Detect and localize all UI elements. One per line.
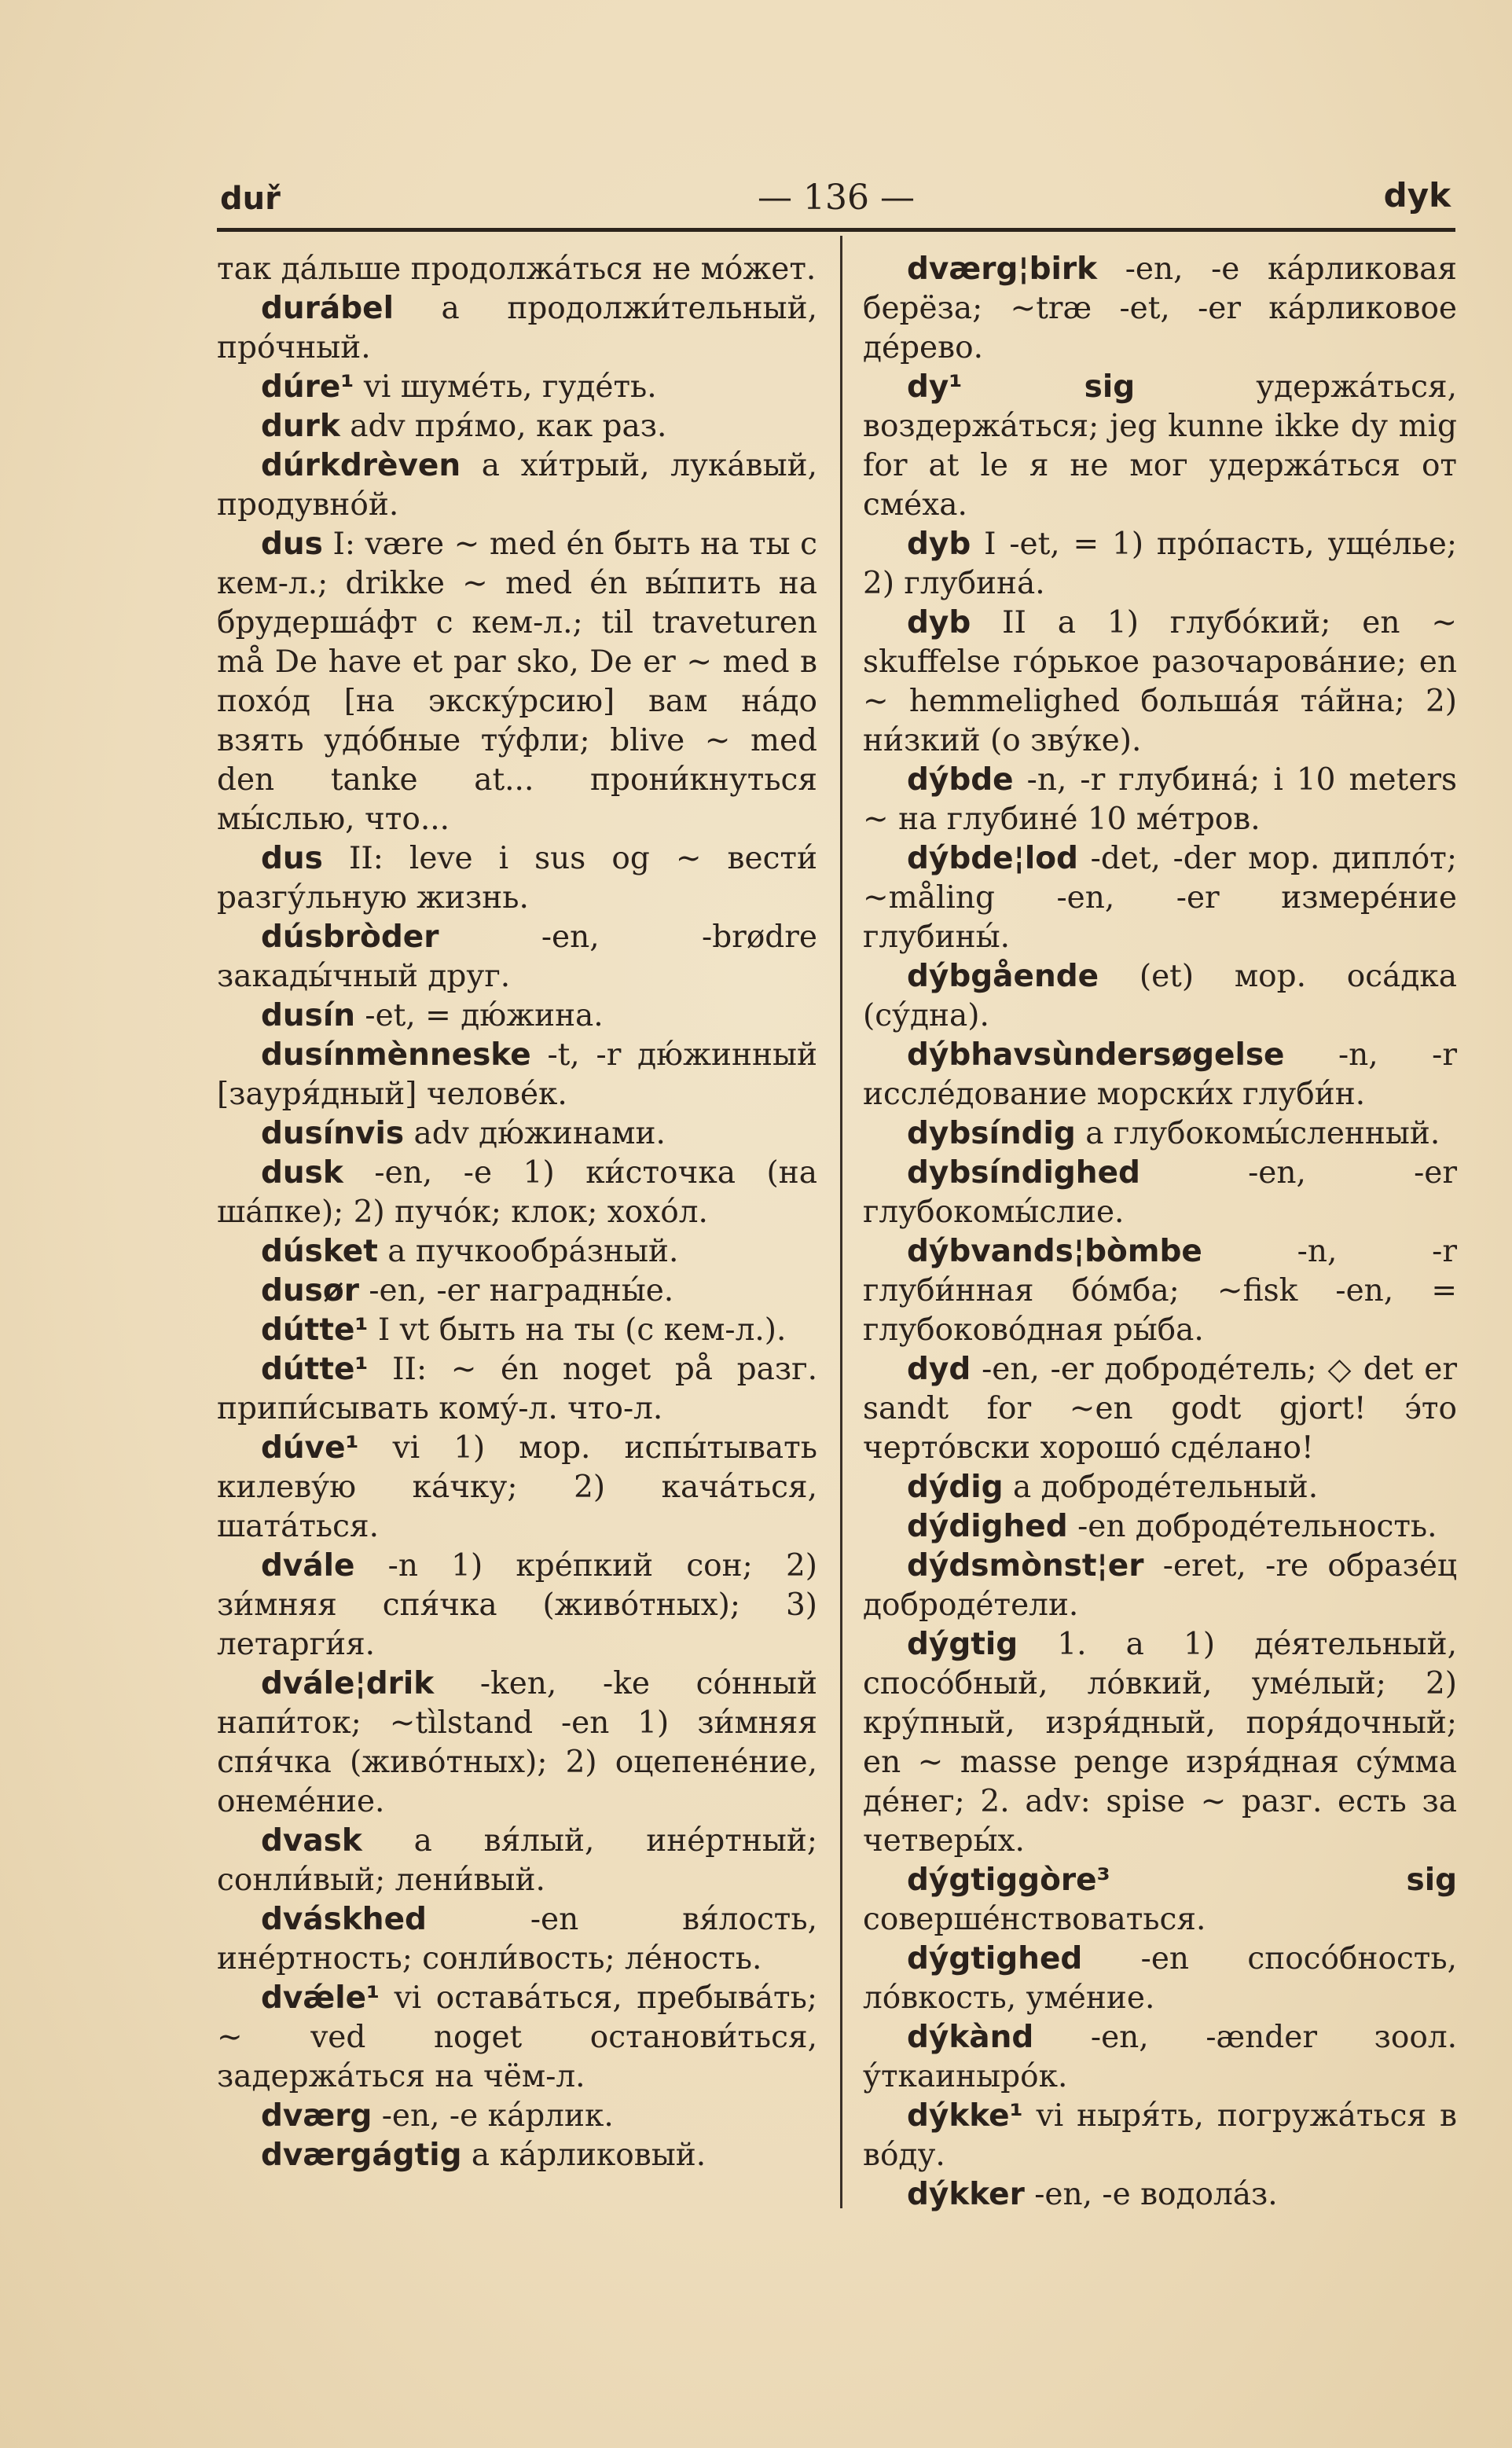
entry-headword: dværg	[261, 2098, 372, 2134]
entry-headword: dvask	[261, 1823, 362, 1859]
entry-headword: dýbhavsùndersøgelse	[907, 1037, 1285, 1073]
entry-definition: II: leve i sus og ~ вести́ разгу́льную жизнь.	[217, 841, 817, 916]
entry-headword: dútte¹	[261, 1312, 369, 1348]
dictionary-entry	[863, 1114, 1457, 1154]
dictionary-entry	[863, 2018, 1457, 2097]
dictionary-entry	[217, 1154, 817, 1232]
header-rule	[217, 228, 1455, 232]
entry-definition: -det, -der мор. дипло́т; ~måling -en, -er измере́ние глубины́.	[863, 841, 1457, 955]
dictionary-entry	[217, 2136, 817, 2175]
dictionary-entry	[863, 839, 1457, 957]
entry-headword: dusín	[261, 998, 356, 1033]
entry-definition: I -et, = 1) про́пасть, уще́лье; 2) глубина́.	[863, 527, 1457, 601]
entry-definition: -en, -e ка́рлик.	[372, 2098, 614, 2134]
dictionary-entry	[217, 839, 817, 918]
dictionary-entry	[217, 1429, 817, 1547]
entry-definition: -et, = дю́жина.	[355, 998, 604, 1033]
entry-headword: dværgágtig	[261, 2138, 462, 2173]
entry-definition: a глубокомы́сленный.	[1075, 1116, 1440, 1151]
entry-definition: удержа́ться, воздержа́ться; jeg kunne ikke dy mig for at le я не мог удержа́ться от сме́ха.	[863, 369, 1457, 523]
entry-headword: dvále	[261, 1548, 355, 1584]
entry-headword: dýbvands¦bòmbe	[907, 1234, 1202, 1269]
entry-definition: adv дю́жинами.	[404, 1116, 666, 1151]
dictionary-entry	[863, 1468, 1457, 1507]
dictionary-entry	[217, 918, 817, 996]
dictionary-entry	[217, 446, 817, 525]
entry-headword: dýgtighed	[907, 1941, 1083, 1976]
entry-headword: dýkker	[907, 2177, 1025, 2212]
entry-headword: dváskhed	[261, 1902, 427, 1937]
dictionary-entry	[863, 1232, 1457, 1350]
entry-definition: -en, -e 1) ки́сточка (на ша́пке); 2) пучо́к; клок; хохо́л.	[217, 1155, 817, 1230]
dictionary-entry	[217, 289, 817, 368]
entry-definition: -en, -e водола́з.	[1024, 2177, 1278, 2212]
dictionary-entry	[217, 1311, 817, 1350]
dictionary-entry	[217, 1900, 817, 1979]
entry-headword: dýdighed	[907, 1509, 1068, 1544]
header-left-guideword: duř	[220, 181, 281, 217]
entry-definition: -n, -r глубина́; i 10 meters ~ на глубине́ 10 ме́тров.	[863, 762, 1457, 837]
entry-headword: dúre¹	[261, 369, 354, 405]
entry-headword: dusínvis	[261, 1116, 405, 1151]
dictionary-entry	[217, 525, 817, 839]
entry-headword: dus	[261, 527, 323, 562]
entry-definition: -en вя́лость, ине́ртность; сонли́вость; ле́ность.	[217, 1902, 817, 1976]
entry-headword: durábel	[261, 291, 394, 326]
entry-headword: dýdsmònst¦er	[907, 1548, 1144, 1584]
dictionary-entry	[863, 1350, 1457, 1468]
entry-definition: a хи́трый, лука́вый, продувно́й.	[217, 448, 817, 523]
dictionary-entry	[863, 525, 1457, 604]
entry-headword: durk	[261, 409, 340, 444]
entry-definition: I: være ~ med én быть на ты с кем-л.; drikke ~ med én вы́пить на брудерша́фт с кем-л.; til traveturen må De have et par sko, De er ~ med в похо́д [на экску́рсию] вам на́до взять удо́бные ту́фли; blive ~ med den tanke at... прони́кнуться мы́слью, что...	[217, 527, 817, 837]
entry-headword: dúrkdrèven	[261, 448, 461, 483]
entry-definition: -n 1) кре́пкий сон; 2) зи́мняя спя́чка (живо́тных); 3) летарги́я.	[217, 1548, 817, 1662]
dictionary-entry	[863, 250, 1457, 368]
dictionary-entry	[217, 1822, 817, 1900]
dictionary-entry	[863, 1861, 1457, 1940]
dictionary-entry	[863, 1940, 1457, 2018]
page-number: — 136 —	[758, 178, 915, 218]
dictionary-entry	[863, 1625, 1457, 1861]
entry-definition: -en, -e ка́рликовая берёза; ~træ -et, -er ка́рликовое де́рево.	[863, 251, 1457, 365]
entry-headword: dýdig	[907, 1470, 1004, 1505]
entry-definition: a вя́лый, ине́ртный; сонли́вый; лени́вый.	[217, 1823, 817, 1898]
entry-definition: так да́льше продолжа́ться не мо́жет.	[217, 251, 817, 287]
dictionary-entry	[217, 1232, 817, 1272]
entry-headword: dvǽle¹	[261, 1980, 380, 2016]
entry-definition: -t, -r дю́жинный [зауря́дный] челове́к.	[217, 1037, 817, 1112]
dictionary-entry	[863, 957, 1457, 1036]
entry-headword: dusínmènneske	[261, 1037, 531, 1073]
right-column	[863, 250, 1457, 2215]
dictionary-entry	[217, 1664, 817, 1822]
entry-headword: dus	[261, 841, 323, 876]
page-header	[217, 174, 1455, 222]
entry-definition: -n, -r глуби́нная бо́мба; ~fisk -en, = глубоково́дная ры́ба.	[863, 1234, 1457, 1348]
entry-definition: 1. a 1) де́ятельный, спосо́бный, ло́вкий, уме́лый; 2) кру́пный, изря́дный, поря́дочный; en ~ masse penge изря́дная су́мма де́нег; 2. adv: spise ~ разг. есть за четверы́х.	[863, 1627, 1457, 1859]
dictionary-entry	[863, 1547, 1457, 1625]
entry-definition: -n, -r иссле́дование морски́х глуби́н.	[863, 1037, 1457, 1112]
entry-definition: -en, -er доброде́тель; ◇ det er sandt for ~en godt gjort! э́то черто́вски хорошо́ сде́лано!	[863, 1352, 1457, 1466]
entry-definition: -en, -er наградны́е.	[358, 1273, 674, 1308]
entry-definition: a продолжи́тельный, про́чный.	[217, 291, 817, 365]
entry-headword: dyd	[907, 1352, 971, 1387]
dictionary-entry	[217, 250, 817, 289]
dictionary-entry	[217, 1979, 817, 2097]
entry-definition: adv пря́мо, как раз.	[339, 409, 667, 444]
entry-headword: dyb	[907, 605, 971, 640]
dictionary-entry	[217, 996, 817, 1036]
entry-headword: dy¹ sig	[907, 369, 1136, 405]
dictionary-entry	[863, 2175, 1457, 2215]
entry-definition: I vt быть на ты (с кем-л.).	[368, 1312, 787, 1348]
dictionary-entry	[217, 2097, 817, 2136]
entry-headword: dværg¦birk	[907, 251, 1098, 287]
dictionary-entry	[863, 1507, 1457, 1547]
entry-headword: dusk	[261, 1155, 343, 1191]
entry-headword: dýbde	[907, 762, 1014, 798]
dictionary-entry	[863, 368, 1457, 525]
entry-definition: -en, -er глубокомы́слие.	[863, 1155, 1457, 1230]
entry-headword: dyb	[907, 527, 971, 562]
entry-definition: vi ныря́ть, погружа́ться в во́ду.	[863, 2098, 1457, 2173]
entry-definition: -en, -ænder зоол. у́ткаиныро́к.	[863, 2020, 1457, 2094]
entry-headword: dútte¹	[261, 1352, 369, 1387]
entry-definition: vi шуме́ть, гуде́ть.	[354, 369, 657, 405]
dictionary-entry	[863, 1036, 1457, 1114]
dictionary-entry	[217, 407, 817, 446]
entry-headword: dýbde¦lod	[907, 841, 1078, 876]
entry-definition: -en доброде́тельность.	[1067, 1509, 1437, 1544]
entry-headword: dýbgående	[907, 959, 1099, 994]
dictionary-entry	[217, 368, 817, 407]
entry-headword: dybsíndighed	[907, 1155, 1140, 1191]
dictionary-entry	[217, 1547, 817, 1664]
entry-headword: dvále¦drik	[261, 1666, 435, 1701]
dictionary-entry	[217, 1350, 817, 1429]
entry-headword: dýgtiggòre³ sig	[907, 1863, 1457, 1898]
entry-headword: dúve¹	[261, 1430, 359, 1466]
dictionary-entry	[217, 1036, 817, 1114]
column-divider	[840, 236, 842, 2208]
entry-definition: a пучкообра́зный.	[377, 1234, 679, 1269]
entry-definition: vi 1) мор. испы́тывать килеву́ю ка́чку; 2) кача́ться, шата́ться.	[217, 1430, 817, 1544]
entry-definition: (et) мор. оса́дка (су́дна).	[863, 959, 1457, 1033]
left-column	[217, 250, 817, 2175]
entry-headword: dybsíndig	[907, 1116, 1076, 1151]
entry-definition: -en спосо́бность, ло́вкость, уме́ние.	[863, 1941, 1457, 2016]
entry-definition: a ка́рликовый.	[461, 2138, 706, 2173]
dictionary-entry	[863, 2097, 1457, 2175]
entry-definition: II a 1) глубо́кий; en ~ skuffelse го́рькое разочарова́ние; en ~ hemmelighed больша́я та́йна; 2) ни́зкий (о зву́ке).	[863, 605, 1457, 758]
entry-headword: dúsket	[261, 1234, 378, 1269]
dictionary-entry	[863, 761, 1457, 839]
dictionary-entry	[863, 1154, 1457, 1232]
dictionary-entry	[217, 1272, 817, 1311]
entry-definition: vi остава́ться, пребыва́ть; ~ ved noget останови́ться, задержа́ться на чём-л.	[217, 1980, 817, 2094]
entry-definition: -eret, -re образе́ц доброде́тели.	[863, 1548, 1457, 1623]
dictionary-entry	[863, 604, 1457, 761]
entry-headword: dusør	[261, 1273, 359, 1308]
header-right-guideword: dyk	[1383, 176, 1451, 215]
entry-headword: dýkke¹	[907, 2098, 1023, 2134]
dictionary-entry	[217, 1114, 817, 1154]
entry-definition: a доброде́тельный.	[1003, 1470, 1319, 1505]
entry-definition: -en, -brødre закады́чный друг.	[217, 919, 817, 994]
entry-headword: dúsbròder	[261, 919, 439, 955]
entry-definition: -ken, -ke со́нный напи́ток; ~tìlstand -en 1) зи́мняя спя́чка (живо́тных); 2) оцепене́ние, онеме́ние.	[217, 1666, 817, 1819]
entry-definition: II: ~ én noget på разг. припи́сывать кому́-л. что-л.	[217, 1352, 817, 1426]
entry-headword: dýkànd	[907, 2020, 1034, 2055]
entry-headword: dýgtig	[907, 1627, 1018, 1662]
entry-definition: соверше́нствоваться.	[863, 1902, 1206, 1937]
